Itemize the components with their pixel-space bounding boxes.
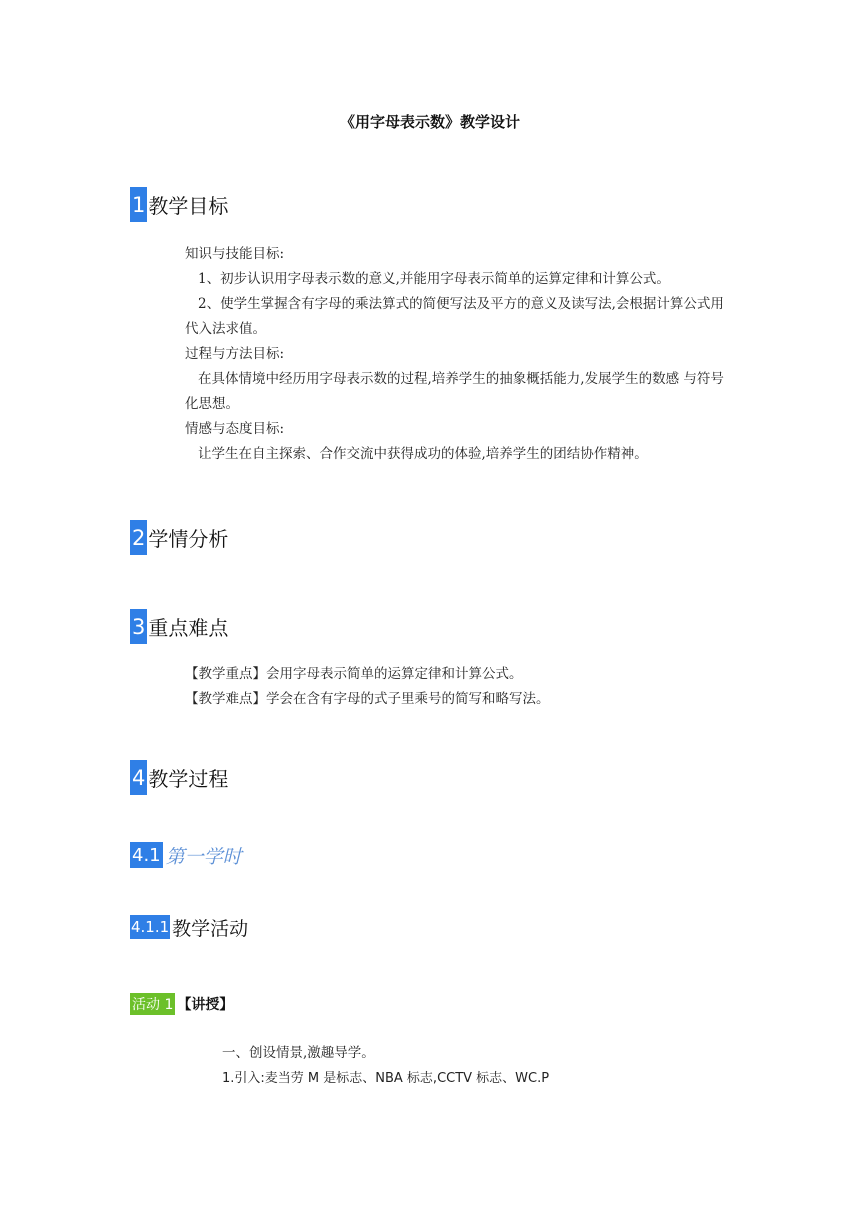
subsection-heading-first-lesson [130,842,242,868]
subsection-number: 4.1 [130,842,163,868]
section-number: 3 [130,609,147,644]
section-number: 2 [130,520,147,555]
emotion-label: 情感与态度目标: [185,421,285,437]
section-title: 学情分析 [148,527,229,551]
section-title: 重点难点 [148,616,229,640]
section-heading-key-points [130,609,228,644]
activity-line-2: 1.引入:麦当劳 M 是标志、NBA 标志,CCTV 标志、WC.P [222,1071,550,1086]
activity-type: 【讲授】 [177,997,234,1013]
subsection-title: 第一学时 [165,845,242,868]
subsubsection-title: 教学活动 [172,917,249,940]
teaching-difficulty: 【教学难点】学会在含有字母的式子里乘号的简写和略写法。 [185,691,550,707]
section-title: 教学目标 [148,194,229,218]
process-label: 过程与方法目标: [185,346,285,362]
section-heading-teaching-objectives [130,187,228,222]
activity-heading [130,993,233,1015]
document-title: 《用字母表示数》教学设计 [339,113,520,131]
subsubsection-heading-teaching-activities [130,915,248,939]
section-heading-learner-analysis [130,520,228,555]
activity-label: 活动 1 [130,993,175,1015]
objectives-block [185,242,730,467]
section-heading-teaching-process [130,760,228,795]
subsubsection-number: 4.1.1 [130,915,170,939]
key-points-block [185,662,730,712]
knowledge-label: 知识与技能目标: [185,246,285,262]
process-item-1: 在具体情境中经历用字母表示数的过程,培养学生的抽象概括能力,发展学生的数感 与符号化思想。 [185,371,724,412]
section-title: 教学过程 [148,767,229,791]
knowledge-item-2: 2、使学生掌握含有字母的乘法算式的简便写法及平方的意义及读写法,会根据计算公式用代入法求值。 [185,296,724,337]
activity-line-1: 一、创设情景,激趣导学。 [222,1045,375,1061]
section-number: 4 [130,760,147,795]
teaching-focus: 【教学重点】会用字母表示简单的运算定律和计算公式。 [185,666,523,682]
activity-content [222,1041,742,1091]
emotion-item-1: 让学生在自主探索、合作交流中获得成功的体验,培养学生的团结协作精神。 [198,446,648,462]
section-number: 1 [130,187,147,222]
knowledge-item-1: 1、初步认识用字母表示数的意义,并能用字母表示简单的运算定律和计算公式。 [198,271,670,287]
